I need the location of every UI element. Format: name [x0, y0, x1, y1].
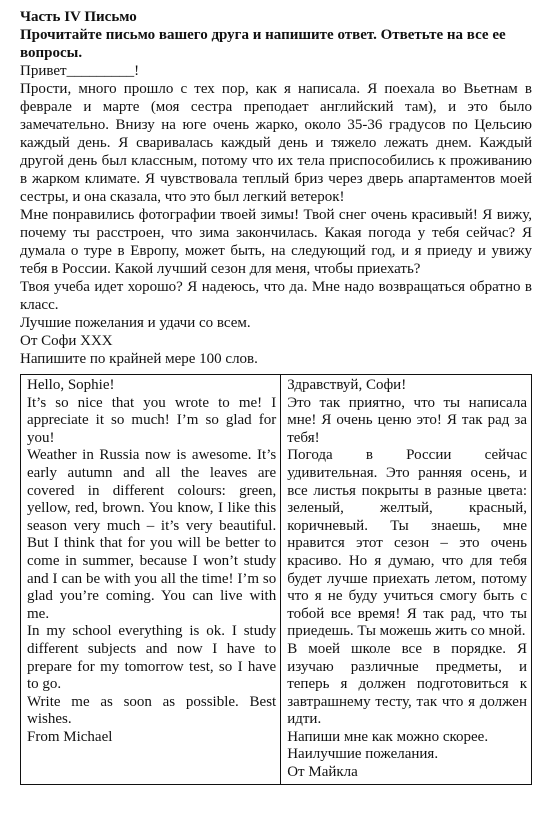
- section-title: Часть IV Письмо: [20, 9, 137, 25]
- answer-en-paragraph: Write me as soon as possible. Best wishes.: [27, 693, 277, 728]
- answer-ru-paragraph: Напиши мне как можно скорее.: [287, 728, 489, 745]
- answer-russian-column: [281, 375, 532, 785]
- answer-ru-greeting: Здравствуй, Софи!: [287, 377, 407, 393]
- answer-en-signature: From Michael: [27, 728, 113, 745]
- letter-signature: От Софи XXX: [20, 333, 113, 349]
- answer-table: [20, 374, 532, 785]
- answer-ru-paragraph: Погода в России сейчас удивительная. Это ранняя осень, и все листья покрыты в разные цвета: зеленый, желтый, красный, коричневый. Ты знаешь, мне нравится этот сезон – это очень красиво. Но я думаю, что для тебя будет лучше приехать летом, потому что я не буду учиться смогу быть с тобой все время! Я так рад, что ты приедешь. Ты можешь жить со мной.: [287, 447, 527, 640]
- answer-ru-paragraph: В моей школе все в порядке. Я изучаю различные предметы, и теперь я должен подготовиться к завтрашнему тесту, так что я должен идти.: [287, 640, 527, 728]
- answer-english-column: [21, 375, 281, 785]
- answer-en-paragraph: Weather in Russia now is awesome. It’s early autumn and all the leaves are covered in different colours: green, yellow, red, brown. You know, I like this season very much – it’s very beautiful. But I think that for you will be better to come in summer, because I won’t study and I can be with you all the time! I’m so glad you’re coming. You can live with me.: [27, 447, 277, 622]
- word-count-instruction: Напишите по крайней мере 100 слов.: [20, 351, 258, 367]
- answer-en-paragraph: It’s so nice that you wrote to me! I appreciate it so much! I’m so glad for you!: [27, 394, 277, 446]
- letter-greeting: Привет_________!: [20, 63, 140, 79]
- answer-ru-paragraph: Это так приятно, что ты написала мне! Я очень ценю это! Я так рад за тебя!: [287, 394, 527, 446]
- answer-ru-paragraph: Наилучшие пожелания.: [287, 746, 439, 763]
- task-instruction: Прочитайте письмо вашего друга и напишите ответ. Ответьте на все ее вопросы.: [20, 27, 506, 61]
- letter-paragraph-2: Мне понравились фотографии твоей зимы! Твой снег очень красивый! Я вижу, почему ты расстроен, что зима закончилась. Какая погода у тебя сейчас? Я думала о туре в Европу, может быть, на следующий год, и я приеду и увижу тебя в России. Какой лучший сезон для меня, чтобы приехать?: [20, 207, 532, 277]
- answer-en-paragraph: In my school everything is ok. I study different subjects and now I have to prepare for my tomorrow test, so I have to go.: [27, 623, 277, 693]
- answer-ru-signature: От Майкла: [287, 764, 358, 781]
- answer-en-greeting: Hello, Sophie!: [27, 377, 115, 393]
- letter-paragraph-3: Твоя учеба идет хорошо? Я надеюсь, что да. Мне надо возвращаться обратно в класс.: [20, 279, 532, 313]
- letter-closing: Лучшие пожелания и удачи со всем.: [20, 315, 251, 331]
- letter-paragraph-1: Прости, много прошло с тех пор, как я написала. Я поехала во Вьетнам в феврале и марте (моя сестра преподает английский там), и это было замечательно. Внизу на юге очень жарко, около 35-36 градусов по Цельсию каждый день. Я сваривалась каждый день и тяжело лежать днем. Каждый другой день был классным, потому что их тела приспособились к проживанию в жарком климате. Я чувствовала теплый бриз через дверь апартаментов моей сестры, и она сказала, что это был легкий ветерок!: [20, 81, 532, 205]
